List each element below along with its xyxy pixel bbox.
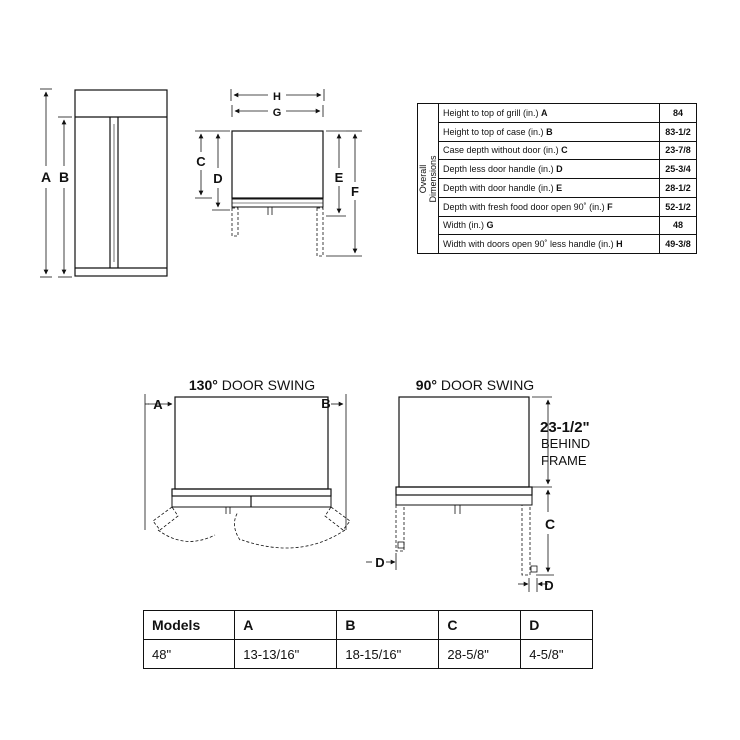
dimension-row bbox=[418, 160, 697, 179]
dimension-label bbox=[439, 160, 660, 179]
swing-130-title-text: DOOR SWING bbox=[217, 377, 316, 393]
dimension-label bbox=[439, 197, 660, 216]
dimension-letter: G bbox=[486, 220, 494, 231]
swing-90-label-d-left: D bbox=[375, 555, 385, 570]
overall-dimensions-side-label bbox=[418, 104, 439, 254]
dimension-value: 23-7/8 bbox=[660, 141, 697, 160]
models-cell: 28-5/8" bbox=[439, 640, 521, 669]
dimension-label-text: Depth with door handle (in.) bbox=[443, 182, 557, 193]
dimension-label bbox=[439, 179, 660, 198]
models-cell: 13-13/16" bbox=[235, 640, 337, 669]
swing-90-title-text: DOOR SWING bbox=[436, 377, 535, 393]
swing-90-title bbox=[416, 377, 534, 393]
dimension-row bbox=[418, 122, 697, 141]
dimension-label-text: Depth with fresh food door open 90˚ (in.) bbox=[443, 201, 608, 212]
overall-dimensions-table bbox=[417, 103, 697, 254]
models-table bbox=[143, 610, 593, 669]
swing-90-title-deg: 90° bbox=[415, 377, 437, 393]
swing-90-drawing bbox=[366, 397, 554, 592]
swing-90-label-d-right: D bbox=[544, 578, 554, 593]
dimension-row bbox=[418, 197, 697, 216]
dimension-letter: A bbox=[541, 107, 548, 118]
dimension-label bbox=[439, 235, 660, 254]
dimension-value: 52-1/2 bbox=[660, 197, 697, 216]
dimension-value: 84 bbox=[660, 104, 697, 123]
dimension-value: 25-3/4 bbox=[660, 160, 697, 179]
dimension-row bbox=[418, 104, 697, 123]
dimension-row bbox=[418, 235, 697, 254]
swing-90-label-c: C bbox=[544, 516, 556, 532]
dimension-label-text: Width (in.) bbox=[443, 220, 487, 231]
models-cell: 48" bbox=[144, 640, 235, 669]
swing-90-behind-line2: FRAME bbox=[541, 453, 587, 468]
dimension-label bbox=[439, 141, 660, 160]
dimension-label bbox=[439, 216, 660, 235]
overall-dimensions-side-text bbox=[418, 149, 438, 209]
models-cell: 18-15/16" bbox=[337, 640, 439, 669]
side-label-line2: Dimensions bbox=[428, 154, 438, 203]
dimension-letter: E bbox=[556, 182, 563, 193]
dimension-label-text: Height to top of case (in.) bbox=[443, 126, 547, 137]
swing-130-drawing bbox=[145, 394, 350, 548]
dimension-label-text: Depth less door handle (in.) bbox=[443, 164, 557, 175]
label-f: F bbox=[351, 184, 359, 199]
dimension-value: 28-1/2 bbox=[660, 179, 697, 198]
swing-130-title-deg: 130° bbox=[188, 377, 218, 393]
dimension-letter: H bbox=[616, 239, 623, 250]
swing-130-title bbox=[189, 377, 315, 393]
dimension-label-text: Width with doors open 90˚ less handle (in.) bbox=[443, 239, 617, 250]
swing-90-behind-value: 23-1/2" bbox=[540, 419, 590, 436]
models-header-cell: B bbox=[337, 611, 439, 640]
dimension-label-text: Case depth without door (in.) bbox=[443, 145, 562, 156]
dimension-label bbox=[439, 122, 660, 141]
dimension-value: 48 bbox=[660, 216, 697, 235]
label-h: H bbox=[273, 91, 281, 103]
label-b: B bbox=[58, 169, 70, 185]
dimension-row bbox=[418, 216, 697, 235]
swing-130-label-b: B bbox=[321, 396, 331, 411]
swing-130-label-a: A bbox=[153, 397, 163, 412]
models-header-cell: A bbox=[235, 611, 337, 640]
side-label-line1: Overall bbox=[418, 164, 428, 193]
dimension-letter: B bbox=[546, 126, 553, 137]
models-header-row bbox=[144, 611, 593, 640]
models-header-cell: C bbox=[439, 611, 521, 640]
models-row bbox=[144, 640, 593, 669]
models-cell: 4-5/8" bbox=[521, 640, 593, 669]
label-c: C bbox=[196, 154, 206, 169]
dimension-label bbox=[439, 104, 660, 123]
models-header-cell: D bbox=[521, 611, 593, 640]
swing-90-behind-line1: BEHIND bbox=[541, 436, 591, 451]
dimension-row bbox=[418, 179, 697, 198]
models-header-cell: Models bbox=[144, 611, 235, 640]
dimension-letter: F bbox=[607, 201, 613, 212]
label-a: A bbox=[40, 169, 52, 185]
label-g: G bbox=[272, 107, 282, 119]
dimension-value: 49-3/8 bbox=[660, 235, 697, 254]
dimension-letter: D bbox=[556, 164, 563, 175]
dimension-row bbox=[418, 141, 697, 160]
dimension-label-text: Height to top of grill (in.) bbox=[443, 107, 542, 118]
dimension-letter: C bbox=[561, 145, 568, 156]
label-e: E bbox=[334, 170, 344, 185]
label-d: D bbox=[213, 171, 223, 186]
dimension-value: 83-1/2 bbox=[660, 122, 697, 141]
